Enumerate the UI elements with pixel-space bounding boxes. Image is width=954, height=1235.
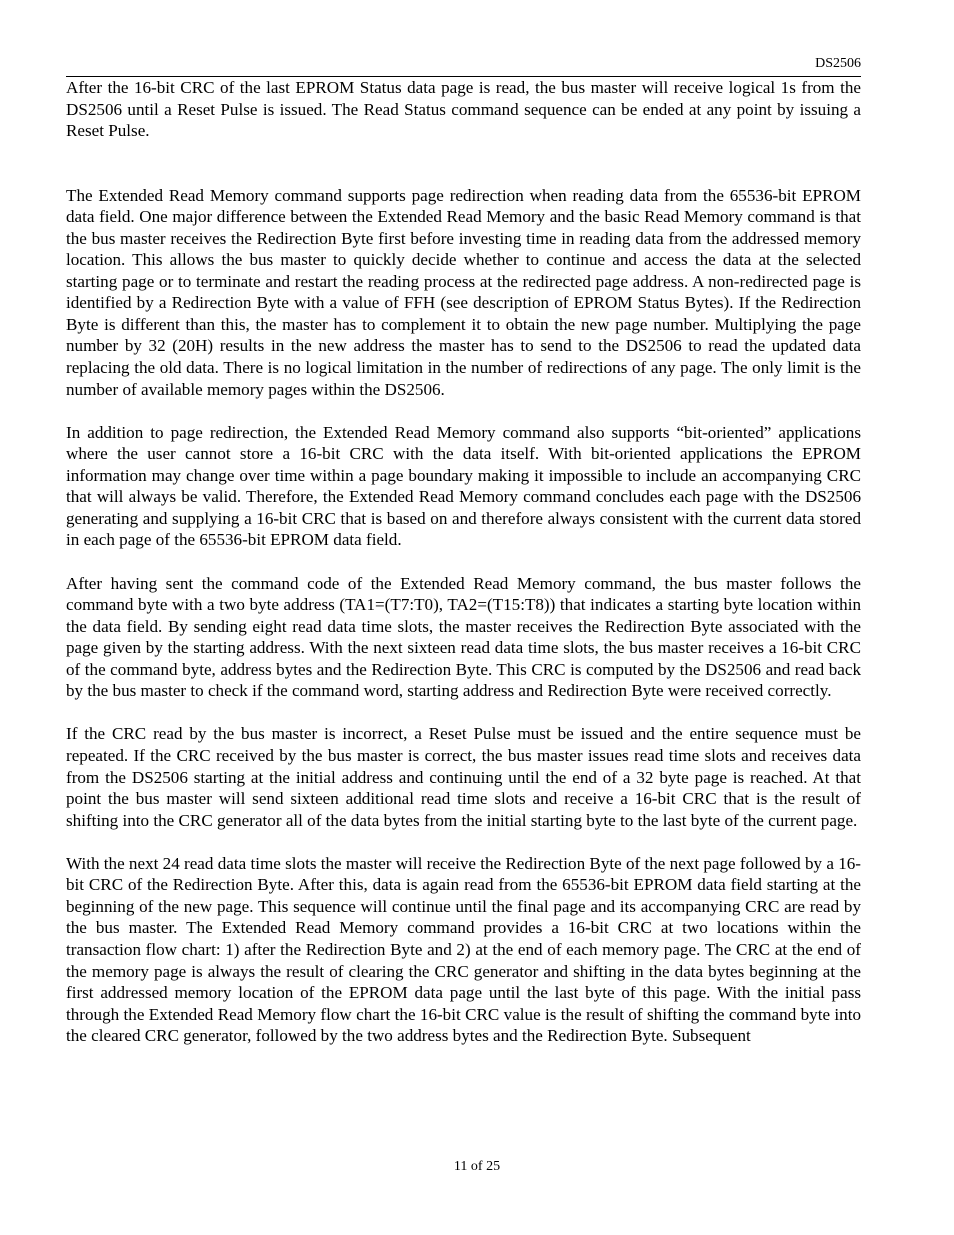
page-body — [66, 77, 861, 1047]
paragraph-crc-check: If the CRC read by the bus master is incorrect, a Reset Pulse must be issued and the entire sequence must be repeated. If the CRC received by the bus master is correct, the bus master issues read time slots and receives data from the DS2506 starting at the initial address and continuing until the end of a 32 byte page is reached. At that point the bus master will send sixteen additional read time slots and receive a 16-bit CRC that is the result of shifting into the CRC generator all of the data bytes from the initial starting byte to the last byte of the current page. — [66, 724, 861, 830]
document-id: DS2506 — [815, 56, 861, 71]
paragraph-read-status-end: After the 16-bit CRC of the last EPROM Status data page is read, the bus master will receive logical 1s from the DS2506 until a Reset Pulse is issued. The Read Status command sequence can be ended at any point by issuing a Reset Pulse. — [66, 78, 861, 141]
page-number: 11 of 25 — [453, 1159, 501, 1174]
paragraph-extended-read-redirection: The Extended Read Memory command supports page redirection when reading data from the 65536-bit EPROM data field. One major difference between the Extended Read Memory and the basic Read Memory command is that the bus master receives the Redirection Byte first before investing time in reading data from the addressed memory location. This allows the bus master to quickly decide whether to continue and access the data at the selected starting page or to terminate and restart the reading process at the redirected page address. A non-redirected page is identified by a Redirection Byte with a value of FFH (see description of EPROM Status Bytes). If the Redirection Byte is different than this, the master has to complement it to obtain the new page number. Multiplying the page number by 32 (20H) results in the new address the master has to send to the DS2506 to read the updated data replacing the old data. There is no logical limitation in the number of redirections of any page. The only limit is the number of available memory pages within the DS2506. — [66, 185, 861, 399]
paragraph-next-page-redirection: With the next 24 read data time slots the master will receive the Redirection Byte of the next page followed by a 16-bit CRC of the Redirection Byte. After this, data is again read from the 65536-bit EPROM data field starting at the beginning of the new page. This sequence will continue until the final page and its accompanying CRC are read by the bus master. The Extended Read Memory command provides a 16-bit CRC at two locations within the transaction flow chart: 1) after the Redirection Byte and 2) at the end of each memory page. The CRC at the end of the memory page is always the result of clearing the CRC generator and shifting in the data bytes beginning at the first addressed memory location of the EPROM data page until the last byte of this page. With the initial pass through the Extended Read Memory flow chart the 16-bit CRC value is the result of shifting the command byte into the cleared CRC generator, followed by the two address bytes and the Redirection Byte. Subsequent — [66, 853, 861, 1046]
paragraph-command-sequence: After having sent the command code of the Extended Read Memory command, the bus master follows the command byte with a two byte address (TA1=(T7:T0), TA2=(T15:T8)) that indicates a starting byte location within the data field. By sending eight read data time slots, the master receives the Redirection Byte associated with the page given by the starting address. With the next sixteen read data time slots, the bus master receives a 16-bit CRC of the command byte, address bytes and the Redirection Byte. This CRC is computed by the DS2506 and read back by the bus master to check if the command word, starting address and Redirection Byte were received correctly. — [66, 573, 861, 701]
paragraph-bit-oriented-applications: In addition to page redirection, the Extended Read Memory command also supports “bit-oriented” applications where the user cannot store a 16-bit CRC with the data itself. With bit-oriented applications the EPROM information may change over time within a page boundary making it impossible to include an accompanying CRC that will always be valid. Therefore, the Extended Read Memory command concludes each page with the DS2506 generating and supplying a 16-bit CRC that is based on and therefore always consistent with the current data stored in each page of the 65536-bit EPROM data field. — [66, 422, 861, 550]
